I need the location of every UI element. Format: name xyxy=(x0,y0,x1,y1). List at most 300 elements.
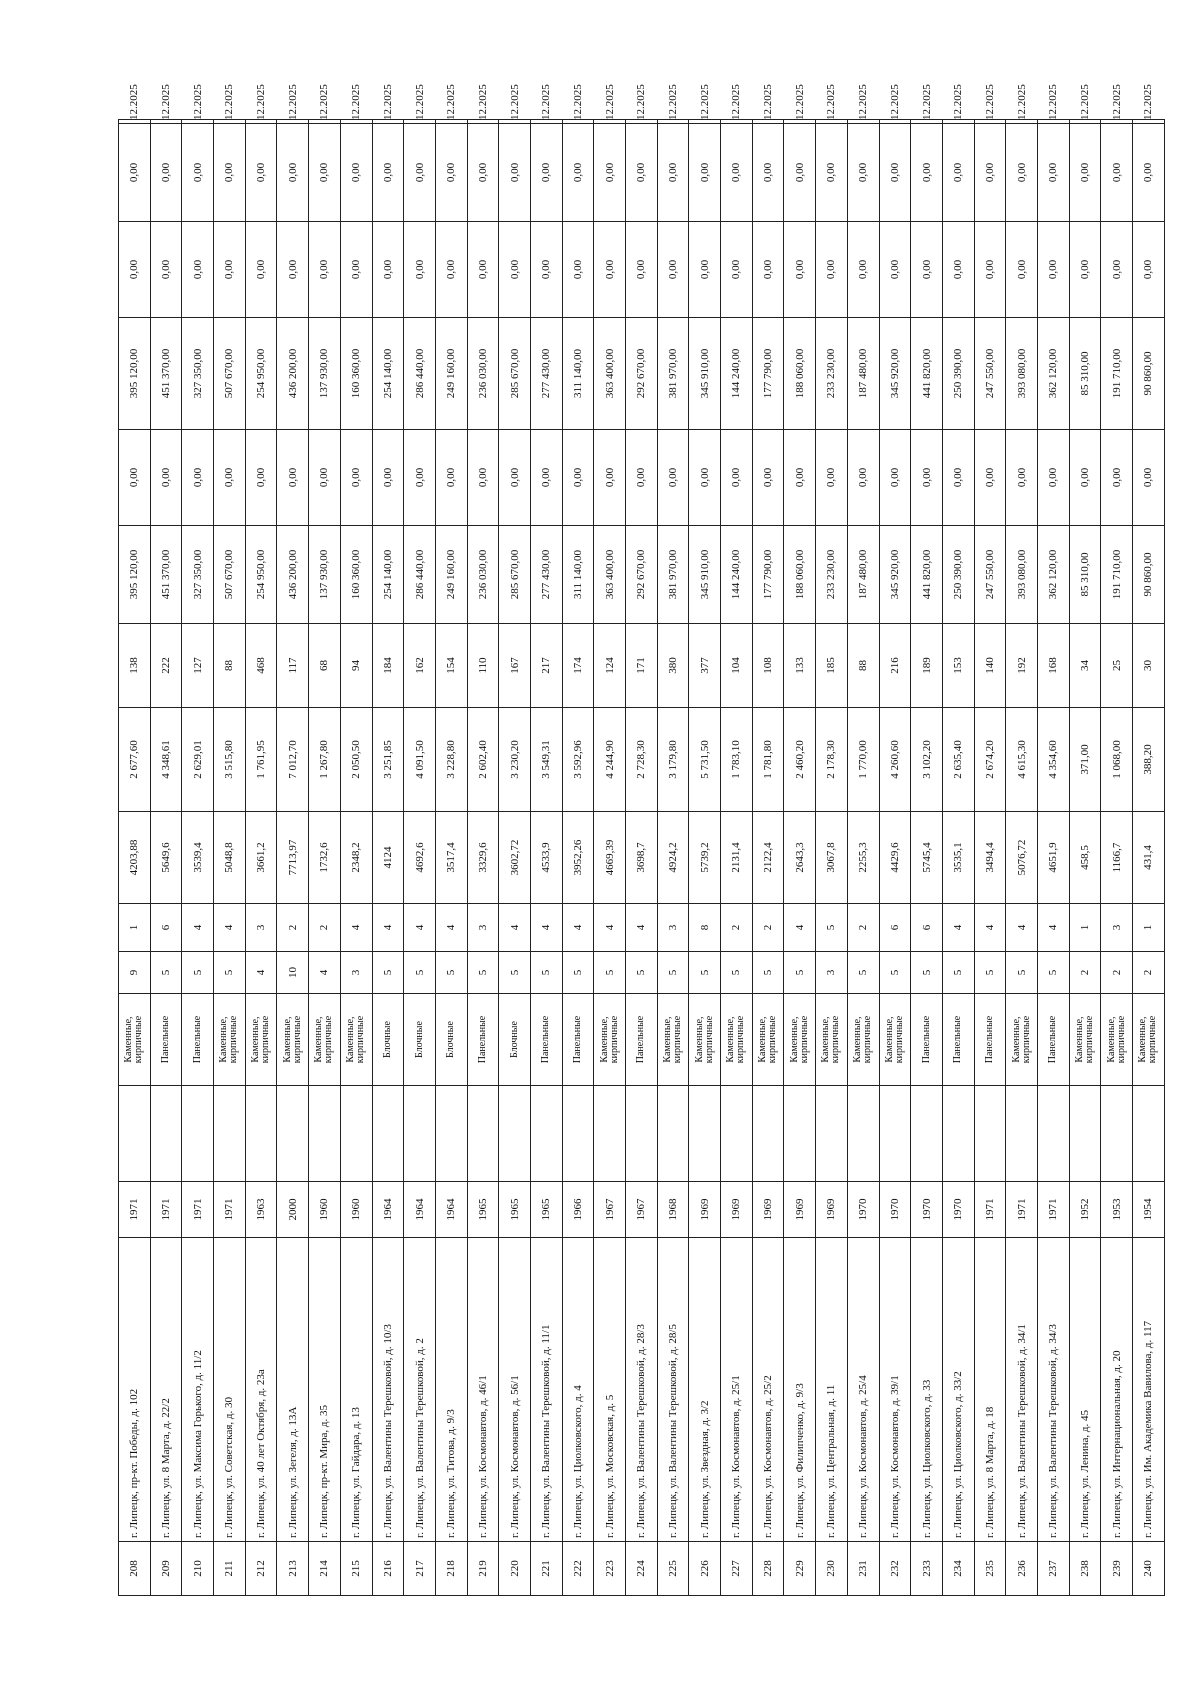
cost-federal-cell: 0,00 xyxy=(974,430,1006,526)
residents-cell: 68 xyxy=(309,624,341,708)
total-area-cell: 4692,6 xyxy=(404,812,436,904)
address-cell: г. Липецк, ул. Циолковского, д. 33 xyxy=(911,1238,943,1542)
cost-regional-cell: 0,00 xyxy=(911,222,943,318)
cost-owners-cell: 395 120,00 xyxy=(119,318,151,430)
cost-local-cell: 0,00 xyxy=(1006,124,1038,222)
table-row xyxy=(1037,120,1069,1596)
cost-owners-cell: 249 160,00 xyxy=(435,318,467,430)
entrances-cell: 4 xyxy=(530,904,562,952)
row-number-cell: 208 xyxy=(119,1542,151,1596)
cost-federal-cell: 0,00 xyxy=(626,430,658,526)
entrances-cell: 8 xyxy=(689,904,721,952)
cost-regional-cell: 0,00 xyxy=(1006,222,1038,318)
reconstruction-year-cell xyxy=(530,1086,562,1182)
entrances-cell: 4 xyxy=(626,904,658,952)
reconstruction-year-cell xyxy=(562,1086,594,1182)
cost-regional-cell: 0,00 xyxy=(626,222,658,318)
wall-material-cell: Каменные, кирпичные xyxy=(1101,994,1133,1086)
completion-date-cell: 12.2025 xyxy=(974,120,1006,124)
table-row xyxy=(119,120,151,1596)
wall-material-cell: Каменные, кирпичные xyxy=(847,994,879,1086)
cost-total-cell: 393 080,00 xyxy=(1006,526,1038,624)
cost-local-cell: 0,00 xyxy=(309,124,341,222)
cost-regional-cell: 0,00 xyxy=(214,222,246,318)
residents-cell: 153 xyxy=(942,624,974,708)
table-row xyxy=(309,120,341,1596)
row-number-cell: 223 xyxy=(594,1542,626,1596)
reconstruction-year-cell xyxy=(816,1086,848,1182)
residents-cell: 468 xyxy=(245,624,277,708)
cost-total-cell: 160 360,00 xyxy=(340,526,372,624)
cost-local-cell: 0,00 xyxy=(214,124,246,222)
reconstruction-year-cell xyxy=(784,1086,816,1182)
wall-material-cell: Блочные xyxy=(404,994,436,1086)
build-year-cell: 1960 xyxy=(340,1182,372,1238)
address-cell: г. Липецк, ул. Валентины Терешковой, д. 28/5 xyxy=(657,1238,689,1542)
cost-regional-cell: 0,00 xyxy=(309,222,341,318)
floors-cell: 5 xyxy=(467,952,499,994)
cost-federal-cell: 0,00 xyxy=(277,430,309,526)
cost-total-cell: 311 140,00 xyxy=(562,526,594,624)
build-year-cell: 2000 xyxy=(277,1182,309,1238)
entrances-cell: 2 xyxy=(721,904,753,952)
build-year-cell: 1970 xyxy=(911,1182,943,1238)
row-number-cell: 220 xyxy=(499,1542,531,1596)
row-number-cell: 230 xyxy=(816,1542,848,1596)
cost-local-cell: 0,00 xyxy=(784,124,816,222)
cost-owners-cell: 247 550,00 xyxy=(974,318,1006,430)
cost-total-cell: 188 060,00 xyxy=(784,526,816,624)
floors-cell: 5 xyxy=(499,952,531,994)
living-area-cell: 2 460,20 xyxy=(784,708,816,812)
row-number-cell: 231 xyxy=(847,1542,879,1596)
cost-owners-cell: 144 240,00 xyxy=(721,318,753,430)
table-row xyxy=(784,120,816,1596)
cost-total-cell: 285 670,00 xyxy=(499,526,531,624)
floors-cell: 5 xyxy=(594,952,626,994)
entrances-cell: 4 xyxy=(182,904,214,952)
reconstruction-year-cell xyxy=(435,1086,467,1182)
row-number-cell: 224 xyxy=(626,1542,658,1596)
total-area-cell: 4924,2 xyxy=(657,812,689,904)
row-number-cell: 209 xyxy=(150,1542,182,1596)
cost-local-cell: 0,00 xyxy=(1069,124,1101,222)
completion-date-cell: 12.2025 xyxy=(404,120,436,124)
table-row xyxy=(942,120,974,1596)
entrances-cell: 2 xyxy=(309,904,341,952)
cost-federal-cell: 0,00 xyxy=(562,430,594,526)
living-area-cell: 7 012,70 xyxy=(277,708,309,812)
completion-date-cell: 12.2025 xyxy=(911,120,943,124)
completion-date-cell: 12.2025 xyxy=(689,120,721,124)
total-area-cell: 5076,72 xyxy=(1006,812,1038,904)
completion-date-cell: 12.2025 xyxy=(721,120,753,124)
living-area-cell: 4 260,60 xyxy=(879,708,911,812)
wall-material-cell: Панельные xyxy=(182,994,214,1086)
cost-total-cell: 137 930,00 xyxy=(309,526,341,624)
floors-cell: 5 xyxy=(752,952,784,994)
build-year-cell: 1971 xyxy=(214,1182,246,1238)
cost-regional-cell: 0,00 xyxy=(467,222,499,318)
row-number-cell: 240 xyxy=(1133,1542,1165,1596)
cost-federal-cell: 0,00 xyxy=(721,430,753,526)
cost-local-cell: 0,00 xyxy=(911,124,943,222)
total-area-cell: 3535,1 xyxy=(942,812,974,904)
residents-cell: 108 xyxy=(752,624,784,708)
cost-federal-cell: 0,00 xyxy=(467,430,499,526)
cost-owners-cell: 381 970,00 xyxy=(657,318,689,430)
table-row xyxy=(150,120,182,1596)
build-year-cell: 1967 xyxy=(626,1182,658,1238)
build-year-cell: 1964 xyxy=(372,1182,404,1238)
cost-federal-cell: 0,00 xyxy=(435,430,467,526)
cost-total-cell: 395 120,00 xyxy=(119,526,151,624)
entrances-cell: 6 xyxy=(879,904,911,952)
cost-federal-cell: 0,00 xyxy=(1069,430,1101,526)
living-area-cell: 2 635,40 xyxy=(942,708,974,812)
address-cell: г. Липецк, ул. 40 лет Октября, д. 23а xyxy=(245,1238,277,1542)
cost-regional-cell: 0,00 xyxy=(1037,222,1069,318)
floors-cell: 3 xyxy=(816,952,848,994)
cost-owners-cell: 188 060,00 xyxy=(784,318,816,430)
build-year-cell: 1971 xyxy=(119,1182,151,1238)
row-number-cell: 211 xyxy=(214,1542,246,1596)
table-row xyxy=(562,120,594,1596)
entrances-cell: 6 xyxy=(911,904,943,952)
residents-cell: 94 xyxy=(340,624,372,708)
cost-total-cell: 249 160,00 xyxy=(435,526,467,624)
floors-cell: 5 xyxy=(182,952,214,994)
floors-cell: 5 xyxy=(689,952,721,994)
living-area-cell: 1 770,00 xyxy=(847,708,879,812)
address-cell: г. Липецк, ул. Космонавтов, д. 25/4 xyxy=(847,1238,879,1542)
cost-regional-cell: 0,00 xyxy=(816,222,848,318)
table-row xyxy=(847,120,879,1596)
cost-federal-cell: 0,00 xyxy=(879,430,911,526)
row-number-cell: 228 xyxy=(752,1542,784,1596)
address-cell: г. Липецк, пр-кт. Мира, д. 35 xyxy=(309,1238,341,1542)
cost-total-cell: 236 030,00 xyxy=(467,526,499,624)
build-year-cell: 1971 xyxy=(1006,1182,1038,1238)
cost-regional-cell: 0,00 xyxy=(784,222,816,318)
cost-total-cell: 441 820,00 xyxy=(911,526,943,624)
cost-regional-cell: 0,00 xyxy=(657,222,689,318)
cost-federal-cell: 0,00 xyxy=(372,430,404,526)
cost-federal-cell: 0,00 xyxy=(404,430,436,526)
residents-cell: 110 xyxy=(467,624,499,708)
residents-cell: 133 xyxy=(784,624,816,708)
reconstruction-year-cell xyxy=(214,1086,246,1182)
floors-cell: 5 xyxy=(214,952,246,994)
living-area-cell: 3 592,96 xyxy=(562,708,594,812)
build-year-cell: 1969 xyxy=(784,1182,816,1238)
cost-total-cell: 233 230,00 xyxy=(816,526,848,624)
total-area-cell: 3952,26 xyxy=(562,812,594,904)
completion-date-cell: 12.2025 xyxy=(467,120,499,124)
residents-cell: 30 xyxy=(1133,624,1165,708)
address-cell: г. Липецк, ул. Валентины Терешковой, д. 2 xyxy=(404,1238,436,1542)
cost-owners-cell: 451 370,00 xyxy=(150,318,182,430)
cost-local-cell: 0,00 xyxy=(816,124,848,222)
entrances-cell: 4 xyxy=(562,904,594,952)
total-area-cell: 4124 xyxy=(372,812,404,904)
living-area-cell: 3 102,20 xyxy=(911,708,943,812)
entrances-cell: 4 xyxy=(340,904,372,952)
build-year-cell: 1954 xyxy=(1133,1182,1165,1238)
completion-date-cell: 12.2025 xyxy=(1006,120,1038,124)
cost-total-cell: 90 860,00 xyxy=(1133,526,1165,624)
cost-regional-cell: 0,00 xyxy=(847,222,879,318)
build-year-cell: 1953 xyxy=(1101,1182,1133,1238)
cost-owners-cell: 90 860,00 xyxy=(1133,318,1165,430)
build-year-cell: 1971 xyxy=(150,1182,182,1238)
reconstruction-year-cell xyxy=(1006,1086,1038,1182)
build-year-cell: 1964 xyxy=(435,1182,467,1238)
build-year-cell: 1965 xyxy=(499,1182,531,1238)
cost-owners-cell: 137 930,00 xyxy=(309,318,341,430)
reconstruction-year-cell xyxy=(499,1086,531,1182)
cost-regional-cell: 0,00 xyxy=(562,222,594,318)
cost-owners-cell: 311 140,00 xyxy=(562,318,594,430)
residents-cell: 127 xyxy=(182,624,214,708)
table-row xyxy=(657,120,689,1596)
cost-regional-cell: 0,00 xyxy=(404,222,436,318)
cost-total-cell: 187 480,00 xyxy=(847,526,879,624)
floors-cell: 4 xyxy=(245,952,277,994)
wall-material-cell: Панельные xyxy=(530,994,562,1086)
cost-owners-cell: 363 400,00 xyxy=(594,318,626,430)
residents-cell: 88 xyxy=(214,624,246,708)
address-cell: г. Липецк, ул. Валентины Терешковой, д. 11/1 xyxy=(530,1238,562,1542)
build-year-cell: 1969 xyxy=(689,1182,721,1238)
cost-owners-cell: 254 140,00 xyxy=(372,318,404,430)
table-row xyxy=(214,120,246,1596)
cost-local-cell: 0,00 xyxy=(499,124,531,222)
reconstruction-year-cell xyxy=(1037,1086,1069,1182)
row-number-cell: 229 xyxy=(784,1542,816,1596)
completion-date-cell: 12.2025 xyxy=(340,120,372,124)
cost-regional-cell: 0,00 xyxy=(594,222,626,318)
address-cell: г. Липецк, ул. Московская, д. 5 xyxy=(594,1238,626,1542)
cost-federal-cell: 0,00 xyxy=(499,430,531,526)
residents-cell: 216 xyxy=(879,624,911,708)
completion-date-cell: 12.2025 xyxy=(150,120,182,124)
completion-date-cell: 12.2025 xyxy=(182,120,214,124)
living-area-cell: 2 178,30 xyxy=(816,708,848,812)
cost-local-cell: 0,00 xyxy=(721,124,753,222)
entrances-cell: 4 xyxy=(942,904,974,952)
completion-date-cell: 12.2025 xyxy=(1101,120,1133,124)
build-year-cell: 1969 xyxy=(816,1182,848,1238)
wall-material-cell: Панельные xyxy=(911,994,943,1086)
floors-cell: 5 xyxy=(942,952,974,994)
cost-regional-cell: 0,00 xyxy=(499,222,531,318)
cost-owners-cell: 286 440,00 xyxy=(404,318,436,430)
cost-owners-cell: 233 230,00 xyxy=(816,318,848,430)
wall-material-cell: Каменные, кирпичные xyxy=(119,994,151,1086)
cost-federal-cell: 0,00 xyxy=(816,430,848,526)
living-area-cell: 3 549,31 xyxy=(530,708,562,812)
address-cell: г. Липецк, ул. Валентины Терешковой, д. 34/3 xyxy=(1037,1238,1069,1542)
wall-material-cell: Панельные xyxy=(467,994,499,1086)
build-year-cell: 1965 xyxy=(530,1182,562,1238)
entrances-cell: 4 xyxy=(1006,904,1038,952)
residents-cell: 185 xyxy=(816,624,848,708)
completion-date-cell: 12.2025 xyxy=(499,120,531,124)
entrances-cell: 5 xyxy=(816,904,848,952)
cost-federal-cell: 0,00 xyxy=(309,430,341,526)
total-area-cell: 3494,4 xyxy=(974,812,1006,904)
table-row xyxy=(467,120,499,1596)
floors-cell: 5 xyxy=(1006,952,1038,994)
cost-total-cell: 436 200,00 xyxy=(277,526,309,624)
total-area-cell: 5739,2 xyxy=(689,812,721,904)
cost-owners-cell: 177 790,00 xyxy=(752,318,784,430)
residents-cell: 189 xyxy=(911,624,943,708)
cost-local-cell: 0,00 xyxy=(942,124,974,222)
total-area-cell: 2122,4 xyxy=(752,812,784,904)
wall-material-cell: Каменные, кирпичные xyxy=(1006,994,1038,1086)
reconstruction-year-cell xyxy=(1069,1086,1101,1182)
build-year-cell: 1970 xyxy=(847,1182,879,1238)
cost-federal-cell: 0,00 xyxy=(847,430,879,526)
floors-cell: 5 xyxy=(150,952,182,994)
floors-cell: 10 xyxy=(277,952,309,994)
cost-local-cell: 0,00 xyxy=(530,124,562,222)
entrances-cell: 4 xyxy=(372,904,404,952)
cost-local-cell: 0,00 xyxy=(277,124,309,222)
cost-federal-cell: 0,00 xyxy=(530,430,562,526)
row-number-cell: 221 xyxy=(530,1542,562,1596)
cost-owners-cell: 191 710,00 xyxy=(1101,318,1133,430)
cost-owners-cell: 441 820,00 xyxy=(911,318,943,430)
living-area-cell: 388,20 xyxy=(1133,708,1165,812)
row-number-cell: 213 xyxy=(277,1542,309,1596)
completion-date-cell: 12.2025 xyxy=(372,120,404,124)
table-row xyxy=(879,120,911,1596)
cost-total-cell: 292 670,00 xyxy=(626,526,658,624)
residents-cell: 168 xyxy=(1037,624,1069,708)
cost-local-cell: 0,00 xyxy=(372,124,404,222)
address-cell: г. Липецк, ул. Циолковского, д. 4 xyxy=(562,1238,594,1542)
floors-cell: 5 xyxy=(1037,952,1069,994)
total-area-cell: 431,4 xyxy=(1133,812,1165,904)
table-row xyxy=(911,120,943,1596)
living-area-cell: 2 677,60 xyxy=(119,708,151,812)
residents-cell: 34 xyxy=(1069,624,1101,708)
address-cell: г. Липецк, ул. Космонавтов, д. 46/1 xyxy=(467,1238,499,1542)
table-row xyxy=(626,120,658,1596)
cost-local-cell: 0,00 xyxy=(182,124,214,222)
table-row xyxy=(435,120,467,1596)
total-area-cell: 2131,4 xyxy=(721,812,753,904)
reconstruction-year-cell xyxy=(1133,1086,1165,1182)
cost-local-cell: 0,00 xyxy=(974,124,1006,222)
cost-federal-cell: 0,00 xyxy=(182,430,214,526)
table-row xyxy=(182,120,214,1596)
cost-federal-cell: 0,00 xyxy=(119,430,151,526)
cost-federal-cell: 0,00 xyxy=(594,430,626,526)
living-area-cell: 4 348,61 xyxy=(150,708,182,812)
address-cell: г. Липецк, ул. 8 Марта, д. 22/2 xyxy=(150,1238,182,1542)
reconstruction-year-cell xyxy=(245,1086,277,1182)
total-area-cell: 1732,6 xyxy=(309,812,341,904)
row-number-cell: 219 xyxy=(467,1542,499,1596)
entrances-cell: 3 xyxy=(467,904,499,952)
completion-date-cell: 12.2025 xyxy=(309,120,341,124)
entrances-cell: 1 xyxy=(119,904,151,952)
floors-cell: 5 xyxy=(784,952,816,994)
wall-material-cell: Каменные, кирпичные xyxy=(245,994,277,1086)
cost-total-cell: 363 400,00 xyxy=(594,526,626,624)
row-number-cell: 232 xyxy=(879,1542,911,1596)
entrances-cell: 6 xyxy=(150,904,182,952)
completion-date-cell: 12.2025 xyxy=(657,120,689,124)
reconstruction-year-cell xyxy=(752,1086,784,1182)
reconstruction-year-cell xyxy=(847,1086,879,1182)
cost-local-cell: 0,00 xyxy=(562,124,594,222)
entrances-cell: 3 xyxy=(657,904,689,952)
residents-cell: 184 xyxy=(372,624,404,708)
reconstruction-year-cell xyxy=(277,1086,309,1182)
build-year-cell: 1971 xyxy=(182,1182,214,1238)
living-area-cell: 4 615,30 xyxy=(1006,708,1038,812)
residents-cell: 167 xyxy=(499,624,531,708)
living-area-cell: 3 179,80 xyxy=(657,708,689,812)
wall-material-cell: Панельные xyxy=(974,994,1006,1086)
build-year-cell: 1969 xyxy=(721,1182,753,1238)
cost-federal-cell: 0,00 xyxy=(752,430,784,526)
row-number-cell: 234 xyxy=(942,1542,974,1596)
wall-material-cell: Каменные, кирпичные xyxy=(277,994,309,1086)
entrances-cell: 4 xyxy=(1037,904,1069,952)
total-area-cell: 3329,6 xyxy=(467,812,499,904)
cost-total-cell: 191 710,00 xyxy=(1101,526,1133,624)
cost-regional-cell: 0,00 xyxy=(372,222,404,318)
reconstruction-year-cell xyxy=(150,1086,182,1182)
cost-owners-cell: 250 390,00 xyxy=(942,318,974,430)
total-area-cell: 4429,6 xyxy=(879,812,911,904)
row-number-cell: 214 xyxy=(309,1542,341,1596)
address-cell: г. Липецк, ул. Максима Горького, д. 11/2 xyxy=(182,1238,214,1542)
table-row xyxy=(1006,120,1038,1596)
cost-local-cell: 0,00 xyxy=(847,124,879,222)
table-row xyxy=(1069,120,1101,1596)
cost-total-cell: 327 350,00 xyxy=(182,526,214,624)
total-area-cell: 4651,9 xyxy=(1037,812,1069,904)
floors-cell: 5 xyxy=(974,952,1006,994)
reconstruction-year-cell xyxy=(626,1086,658,1182)
address-cell: г. Липецк, ул. Валентины Терешковой, д. 28/3 xyxy=(626,1238,658,1542)
living-area-cell: 1 783,10 xyxy=(721,708,753,812)
living-area-cell: 1 068,00 xyxy=(1101,708,1133,812)
entrances-cell: 4 xyxy=(594,904,626,952)
cost-regional-cell: 0,00 xyxy=(1133,222,1165,318)
row-number-cell: 235 xyxy=(974,1542,1006,1596)
build-year-cell: 1971 xyxy=(1037,1182,1069,1238)
total-area-cell: 3067,8 xyxy=(816,812,848,904)
build-year-cell: 1971 xyxy=(974,1182,1006,1238)
reconstruction-year-cell xyxy=(1101,1086,1133,1182)
cost-regional-cell: 0,00 xyxy=(752,222,784,318)
cost-local-cell: 0,00 xyxy=(435,124,467,222)
address-cell: г. Липецк, ул. Филипченко, д. 9/3 xyxy=(784,1238,816,1542)
cost-local-cell: 0,00 xyxy=(752,124,784,222)
completion-date-cell: 12.2025 xyxy=(245,120,277,124)
wall-material-cell: Каменные, кирпичные xyxy=(816,994,848,1086)
table-row xyxy=(530,120,562,1596)
reconstruction-year-cell xyxy=(689,1086,721,1182)
